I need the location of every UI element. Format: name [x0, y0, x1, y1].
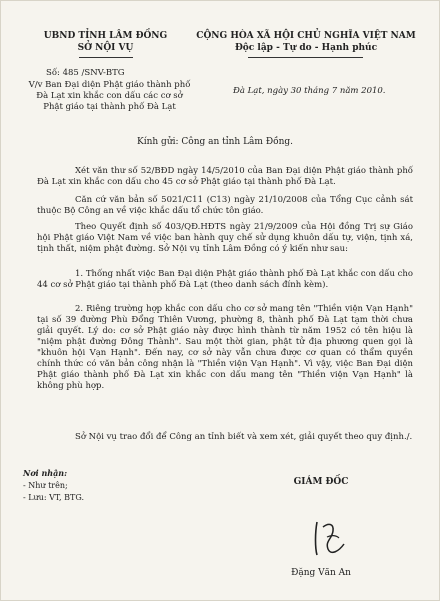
signature-title: GIÁM ĐỐC [293, 477, 349, 487]
signer-name: Đặng Văn An [291, 568, 351, 578]
recipient-line: Kính gửi: Công an tỉnh Lâm Đồng. [137, 137, 294, 147]
paragraph-5: 2. Riêng trường hợp khắc con dấu cho cơ sở mang tên "Thiền viện Vạn Hạnh" tại số 39 đường Phù Đổng Thiên Vương, phường 8, thành phố Đà Lạt tạm thời chưa giải quyết. Lý do: cơ sở Phật giáo này được hình thành từ năm 1952 có tên hiệu là "niệm phật đường Đông Thành". Sau một thời gian, phật tử địa phương quen gọi là "khuôn hội Vạn Hạnh". Đến nay, cơ sở này vẫn chưa được cơ quan có thẩm quyền chính thức có văn bản công nhận là "Thiền viện Vạn Hạnh". Vì vậy, việc Ban Đại diện Phật giáo thành phố Đà Lạt xin khắc con dấu mang tên "Thiền viện Vạn Hạnh" là không phù hợp. [37, 304, 413, 391]
paragraph-1: Xét văn thư số 52/BĐD ngày 14/5/2010 của Ban Đại diện Phật giáo thành phố Đà Lạt xin khắc con dấu cho 45 cơ sở Phật giáo tại thành phố Đà Lạt. [37, 166, 413, 187]
subject-line-3: Phật giáo tại thành phố Đà Lạt [43, 102, 176, 112]
left-header-rule [79, 57, 133, 58]
motto: Độc lập - Tự do - Hạnh phúc [234, 43, 378, 53]
recipients-title: Nơi nhận: [23, 468, 68, 478]
signature-icon [307, 513, 352, 563]
document-number: Số: 485 /SNV-BTG [46, 68, 125, 78]
paragraph-4: 1. Thống nhất việc Ban Đại diện Phật giáo thành phố Đà Lạt khắc con dấu cho 44 cơ sở Phật giáo tại thành phố Đà Lạt (theo danh sách đính kèm). [37, 269, 413, 290]
agency-name: UBND TỈNH LÂM ĐỒNG [43, 31, 168, 41]
department-name: SỞ NỘI VỤ [77, 43, 134, 53]
country-name: CỘNG HÒA XÃ HỘI CHỦ NGHĨA VIỆT NAM [196, 31, 416, 41]
right-header-rule [248, 57, 363, 58]
paragraph-3: Theo Quyết định số 403/QĐ.HĐTS ngày 21/9/2009 của Hội đồng Trị sự Giáo hội Phật giáo Việt Nam về việc ban hành quy chế sử dụng khuôn dấu tự, viện, tịnh xá, tịnh thất, niệm phật đường. Sở Nội vụ tỉnh Lâm Đồng có ý kiến như sau: [37, 222, 413, 254]
place-date: Đà Lạt, ngày 30 tháng 7 năm 2010. [233, 86, 386, 96]
subject-line-1: V/v Ban Đại diện Phật giáo thành phố [28, 80, 191, 90]
recipients-line-2: - Lưu: VT, BTG. [23, 493, 84, 502]
paragraph-6: Sở Nội vụ trao đổi để Công an tỉnh biết và xem xét, giải quyết theo quy định./. [75, 432, 413, 442]
subject-line-2: Đà Lạt xin khắc con dấu các cơ sở [36, 91, 183, 101]
paragraph-2: Căn cứ văn bản số 5021/C11 (C13) ngày 21/10/2008 của Tổng Cục cảnh sát thuộc Bộ Công an về việc khắc dấu tổ chức tôn giáo. [37, 195, 413, 216]
recipients-line-1: - Như trên; [23, 481, 68, 490]
